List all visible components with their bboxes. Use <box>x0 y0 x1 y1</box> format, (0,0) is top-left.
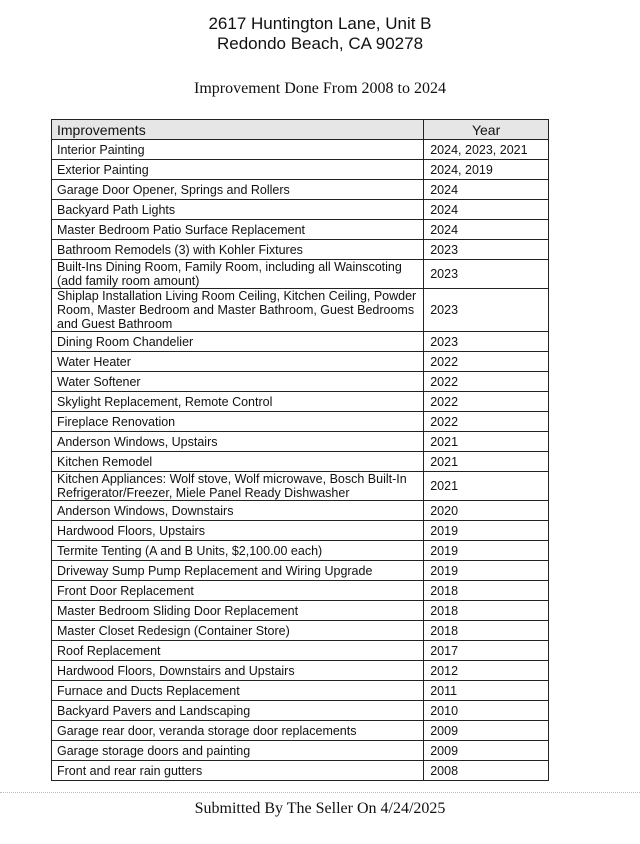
improvement-cell: Exterior Painting <box>52 160 424 180</box>
improvements-table-body <box>52 140 549 781</box>
table-row <box>52 621 549 641</box>
document-title: Improvement Done From 2008 to 2024 <box>194 80 446 97</box>
year-cell: 2023 <box>424 240 549 260</box>
table-row <box>52 472 549 501</box>
table-row <box>52 681 549 701</box>
year-cell: 2024 <box>424 220 549 240</box>
table-row <box>52 200 549 220</box>
improvement-cell: Master Closet Redesign (Container Store) <box>52 621 424 641</box>
year-cell: 2009 <box>424 721 549 741</box>
improvement-cell: Hardwood Floors, Upstairs <box>52 521 424 541</box>
table-row <box>52 260 549 289</box>
year-cell: 2010 <box>424 701 549 721</box>
table-row <box>52 392 549 412</box>
year-cell: 2018 <box>424 581 549 601</box>
table-row <box>52 432 549 452</box>
year-cell: 2022 <box>424 352 549 372</box>
improvement-cell: Garage storage doors and painting <box>52 741 424 761</box>
year-cell: 2024 <box>424 180 549 200</box>
table-row <box>52 641 549 661</box>
improvement-cell: Water Heater <box>52 352 424 372</box>
improvement-cell: Interior Painting <box>52 140 424 160</box>
improvement-cell: Garage rear door, veranda storage door replacements <box>52 721 424 741</box>
year-cell: 2022 <box>424 372 549 392</box>
year-cell: 2009 <box>424 741 549 761</box>
table-row <box>52 501 549 521</box>
column-header-improvements: Improvements <box>52 120 424 140</box>
table-row <box>52 289 549 332</box>
table-row <box>52 701 549 721</box>
table-row <box>52 521 549 541</box>
column-header-year: Year <box>424 120 549 140</box>
table-row <box>52 581 549 601</box>
table-row <box>52 741 549 761</box>
address-line-1: 2617 Huntington Lane, Unit B <box>208 14 432 33</box>
improvement-cell: Backyard Pavers and Landscaping <box>52 701 424 721</box>
year-cell: 2018 <box>424 601 549 621</box>
year-cell: 2023 <box>424 260 549 289</box>
improvement-cell: Built-Ins Dining Room, Family Room, including all Wainscoting (add family room amount) <box>52 260 424 289</box>
submission-note: Submitted By The Seller On 4/24/2025 <box>194 800 446 817</box>
year-cell: 2021 <box>424 452 549 472</box>
improvement-cell: Roof Replacement <box>52 641 424 661</box>
year-cell: 2011 <box>424 681 549 701</box>
improvement-cell: Front and rear rain gutters <box>52 761 424 781</box>
improvements-table <box>51 119 549 781</box>
year-cell: 2021 <box>424 472 549 501</box>
table-row <box>52 240 549 260</box>
improvement-cell: Kitchen Appliances: Wolf stove, Wolf microwave, Bosch Built-In Refrigerator/Freezer, Miele Panel Ready Dishwasher <box>52 472 424 501</box>
improvement-cell: Furnace and Ducts Replacement <box>52 681 424 701</box>
address-line-2: Redondo Beach, CA 90278 <box>216 34 424 53</box>
year-cell: 2018 <box>424 621 549 641</box>
improvement-cell: Water Softener <box>52 372 424 392</box>
table-row <box>52 601 549 621</box>
improvement-cell: Skylight Replacement, Remote Control <box>52 392 424 412</box>
year-cell: 2017 <box>424 641 549 661</box>
table-row <box>52 180 549 200</box>
improvement-cell: Fireplace Renovation <box>52 412 424 432</box>
improvement-cell: Master Bedroom Patio Surface Replacement <box>52 220 424 240</box>
improvement-cell: Front Door Replacement <box>52 581 424 601</box>
table-row <box>52 352 549 372</box>
year-cell: 2023 <box>424 289 549 332</box>
improvement-cell: Hardwood Floors, Downstairs and Upstairs <box>52 661 424 681</box>
table-row <box>52 452 549 472</box>
table-row <box>52 412 549 432</box>
table-row <box>52 220 549 240</box>
year-cell: 2012 <box>424 661 549 681</box>
improvement-cell: Bathroom Remodels (3) with Kohler Fixtures <box>52 240 424 260</box>
table-row <box>52 332 549 352</box>
year-cell: 2023 <box>424 332 549 352</box>
year-cell: 2019 <box>424 541 549 561</box>
year-cell: 2024, 2023, 2021 <box>424 140 549 160</box>
improvement-cell: Anderson Windows, Upstairs <box>52 432 424 452</box>
improvement-cell: Kitchen Remodel <box>52 452 424 472</box>
year-cell: 2022 <box>424 412 549 432</box>
improvement-cell: Garage Door Opener, Springs and Rollers <box>52 180 424 200</box>
year-cell: 2019 <box>424 561 549 581</box>
year-cell: 2019 <box>424 521 549 541</box>
scan-divider <box>0 792 640 794</box>
table-row <box>52 140 549 160</box>
improvement-cell: Master Bedroom Sliding Door Replacement <box>52 601 424 621</box>
property-address <box>0 14 640 54</box>
year-cell: 2020 <box>424 501 549 521</box>
year-cell: 2022 <box>424 392 549 412</box>
table-row <box>52 661 549 681</box>
table-row <box>52 561 549 581</box>
improvement-cell: Shiplap Installation Living Room Ceiling, Kitchen Ceiling, Powder Room, Master Bedroom and Master Bathroom, Guest Bedrooms and Guest Bathroom <box>52 289 424 332</box>
year-cell: 2008 <box>424 761 549 781</box>
table-row <box>52 721 549 741</box>
year-cell: 2024 <box>424 200 549 220</box>
improvement-cell: Driveway Sump Pump Replacement and Wiring Upgrade <box>52 561 424 581</box>
year-cell: 2021 <box>424 432 549 452</box>
year-cell: 2024, 2019 <box>424 160 549 180</box>
table-row <box>52 761 549 781</box>
table-row <box>52 160 549 180</box>
improvement-cell: Backyard Path Lights <box>52 200 424 220</box>
improvement-cell: Anderson Windows, Downstairs <box>52 501 424 521</box>
table-header-row <box>52 120 549 140</box>
table-row <box>52 372 549 392</box>
table-row <box>52 541 549 561</box>
improvement-cell: Termite Tenting (A and B Units, $2,100.00 each) <box>52 541 424 561</box>
improvement-cell: Dining Room Chandelier <box>52 332 424 352</box>
